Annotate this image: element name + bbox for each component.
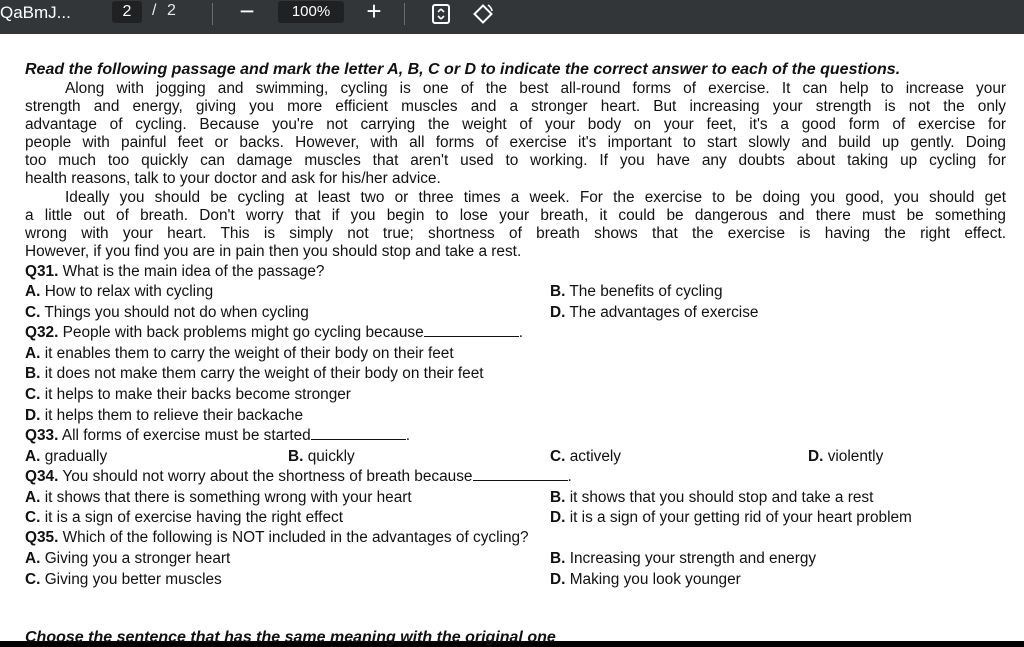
zoom-level-input[interactable]: 100% bbox=[278, 1, 344, 23]
fit-page-icon[interactable] bbox=[428, 2, 454, 26]
toolbar-divider bbox=[212, 3, 213, 25]
instruction-heading: Read the following passage and mark the letter A, B, C or D to indicate the correct answer to each of the questions. bbox=[25, 61, 901, 78]
rotate-icon[interactable] bbox=[470, 2, 496, 26]
question-35: Q35. Which of the following is NOT included in the advantages of cycling? bbox=[25, 529, 529, 546]
q34-option-a[interactable]: A. it shows that there is something wrong with your heart bbox=[25, 489, 412, 506]
passage-line: people with painful feet or backs. However, with all forms of exercise it's important to start slowly and build up gently. Doing bbox=[25, 134, 1006, 151]
q35-option-d[interactable]: D. Making you look younger bbox=[550, 571, 741, 588]
question-34: Q34. You should not worry about the shortness of breath because . bbox=[25, 468, 572, 485]
pdf-toolbar bbox=[0, 0, 1024, 34]
q32-option-b[interactable]: B. it does not make them carry the weight of their body on their feet bbox=[25, 365, 484, 382]
pdf-page bbox=[0, 34, 1024, 646]
q34-option-d[interactable]: D. it is a sign of your getting rid of your heart problem bbox=[550, 509, 912, 526]
q32-option-c[interactable]: C. it helps to make their backs become stronger bbox=[25, 386, 351, 403]
q33-option-d[interactable]: D. violently bbox=[808, 448, 884, 465]
q31-option-b[interactable]: B. The benefits of cycling bbox=[550, 283, 723, 300]
answer-blank bbox=[311, 427, 406, 440]
passage-line: advantage of cycling. Because you're not carrying the weight of your body on your feet, it's a good form of exercise for bbox=[25, 116, 1006, 133]
passage-line: health reasons, talk to your doctor and ask for his/her advice. bbox=[25, 170, 441, 187]
passage-line: strength and energy, giving you more efficient muscles and a stronger heart. But increasing your strength is not the only bbox=[25, 98, 1006, 115]
q35-option-b[interactable]: B. Increasing your strength and energy bbox=[550, 550, 817, 567]
q34-option-b[interactable]: B. it shows that you should stop and take a rest bbox=[550, 489, 874, 506]
passage-line: However, if you find you are in pain then you should stop and take a rest. bbox=[25, 243, 522, 260]
question-31: Q31. What is the main idea of the passage? bbox=[25, 263, 325, 280]
toolbar-divider bbox=[404, 3, 405, 25]
answer-blank bbox=[473, 468, 568, 481]
passage-line: too much too quickly can damage muscles that aren't used to working. If you have any doubts about taking up cycling for bbox=[25, 152, 1006, 169]
q33-option-c[interactable]: C. actively bbox=[550, 448, 622, 465]
q33-option-a[interactable]: A. gradually bbox=[25, 448, 108, 465]
page-separator: / bbox=[152, 2, 157, 19]
passage-line: Along with jogging and swimming, cycling is one of the best all-round forms of exercise. It can help to increase your bbox=[65, 80, 1006, 97]
document-title: QaBmJ... bbox=[0, 3, 71, 22]
next-section-heading: Choose the sentence that has the same meaning with the original one bbox=[25, 629, 556, 646]
q31-option-d[interactable]: D. The advantages of exercise bbox=[550, 304, 759, 321]
passage-line: Ideally you should be cycling at least two or three times a week. For the exercise to be doing you good, you should get bbox=[65, 189, 1006, 206]
zoom-out-button[interactable]: − bbox=[239, 0, 255, 26]
current-page-input[interactable]: 2 bbox=[112, 1, 142, 23]
q33-option-b[interactable]: B. quickly bbox=[288, 448, 355, 465]
q35-option-a[interactable]: A. Giving you a stronger heart bbox=[25, 550, 231, 567]
q35-option-c[interactable]: C. Giving you better muscles bbox=[25, 571, 222, 588]
q32-option-a[interactable]: A. it enables them to carry the weight of their body on their feet bbox=[25, 345, 454, 362]
passage-line: wrong with your heart. This is simply not true; shortness of breath shows that the exercise is having the right effect. bbox=[25, 225, 1006, 242]
q34-option-c[interactable]: C. it is a sign of exercise having the right effect bbox=[25, 509, 343, 526]
total-pages: 2 bbox=[167, 2, 176, 19]
q32-option-d[interactable]: D. it helps them to relieve their backache bbox=[25, 407, 304, 424]
question-32: Q32. People with back problems might go cycling because . bbox=[25, 324, 523, 341]
question-33: Q33. All forms of exercise must be started . bbox=[25, 427, 410, 444]
q31-option-a[interactable]: A. How to relax with cycling bbox=[25, 283, 214, 300]
passage-line: a little out of breath. Don't worry that if you begin to lose your breath, it could be dangerous and there must be something bbox=[25, 207, 1006, 224]
zoom-in-button[interactable]: + bbox=[366, 0, 382, 26]
q31-option-c[interactable]: C. Things you should not do when cycling bbox=[25, 304, 309, 321]
answer-blank bbox=[424, 324, 519, 337]
